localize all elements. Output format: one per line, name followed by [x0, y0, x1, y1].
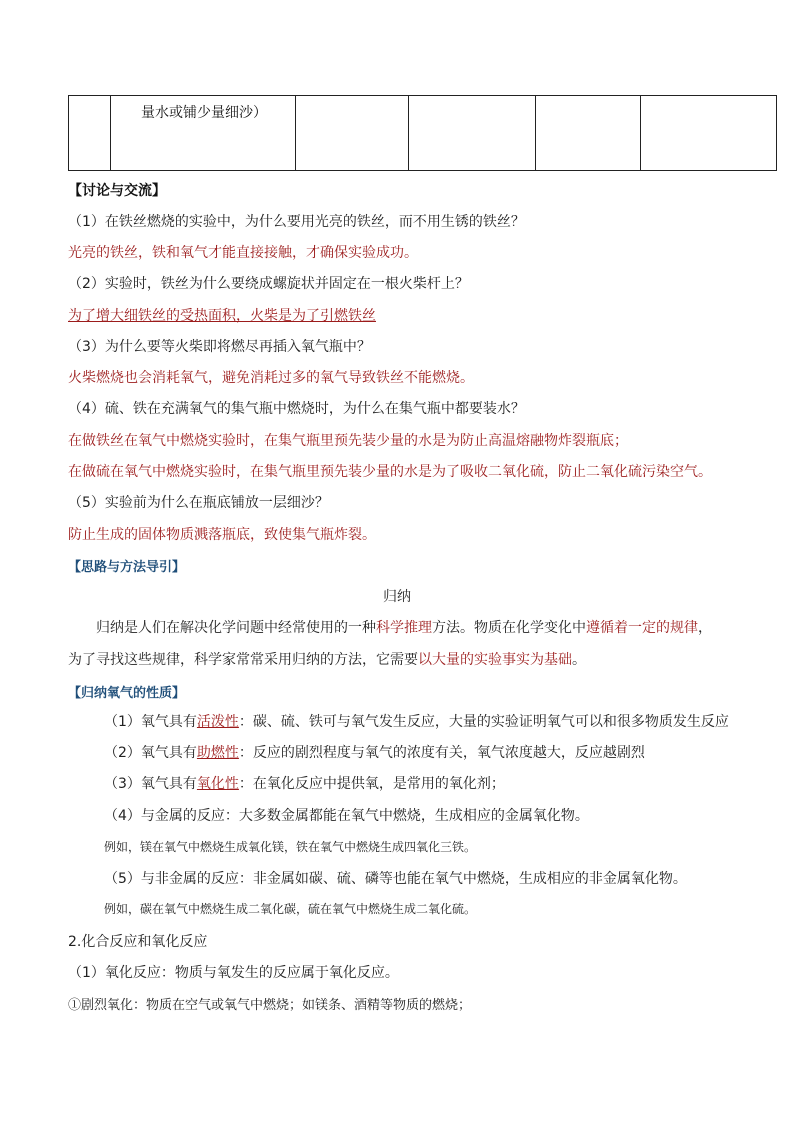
- example-4: 例如，镁在氧气中燃烧生成氧化镁，铁在氧气中燃烧生成四氧化三铁。: [104, 840, 477, 854]
- table-cell: [296, 96, 409, 171]
- highlight-text: 以大量的实验事实为基础: [418, 652, 572, 668]
- answer-3: 火柴燃烧也会消耗氧气，避免消耗过多的氧气导致铁丝不能燃烧。: [68, 370, 474, 386]
- text-run: （2）氧气具有: [104, 745, 197, 761]
- text-run: ：在氧化反应中提供氧，是常用的氧化剂；: [238, 776, 505, 792]
- table-cell: [111, 96, 296, 171]
- text-run: ：反应的剧烈程度与氧气的浓度有关，氧气浓度越大，反应越剧烈: [238, 745, 645, 761]
- oxygen-item-4: （4）与金属的反应：大多数金属都能在氧气中燃烧，生成相应的金属氧化物。: [104, 808, 589, 824]
- oxygen-item-1: [104, 711, 729, 731]
- text-run: （3）氧气具有: [104, 776, 197, 792]
- highlight-text: 遵循着一定的规律: [586, 620, 698, 636]
- oxygen-heading: 【归纳氧气的性质】: [68, 686, 186, 701]
- text-run: 。: [572, 652, 586, 668]
- guide-heading: 【思路与方法导引】: [68, 560, 186, 575]
- key-term: 助燃性: [196, 745, 239, 761]
- key-term: 氧化性: [196, 776, 239, 792]
- question-2: （2）实验时，铁丝为什么要绕成螺旋状并固定在一根火柴杆上？: [68, 276, 469, 292]
- section-2-title: 2.化合反应和氧化反应: [68, 934, 208, 950]
- answer-1: 光亮的铁丝，铁和氧气才能直接接触，才确保实验成功。: [68, 245, 418, 261]
- text-run: ，: [698, 620, 712, 636]
- oxygen-item-3: [104, 773, 505, 793]
- section-2-item-2: ①剧烈氧化：物质在空气或氧气中燃烧；如镁条、酒精等物质的燃烧；: [68, 998, 472, 1013]
- text-run: 为了寻找这些规律，科学家常常采用归纳的方法，它需要: [68, 652, 418, 668]
- question-3: （3）为什么要等火柴即将燃尽再插入氧气瓶中？: [68, 339, 371, 355]
- question-5: （5）实验前为什么在瓶底铺放一层细沙？: [68, 495, 329, 511]
- experiment-table: [68, 95, 777, 171]
- guide-paragraph-line-2: [68, 649, 586, 669]
- highlight-text: 科学推理: [376, 620, 432, 636]
- answer-4a: 在做铁丝在氧气中燃烧实验时，在集气瓶里预先装少量的水是为防止高温熔融物炸裂瓶底；: [68, 433, 628, 449]
- answer-4b: 在做硫在氧气中燃烧实验时，在集气瓶里预先装少量的水是为了吸收二氧化硫，防止二氧化硫污染空气。: [68, 464, 712, 480]
- key-term: 活泼性: [196, 714, 239, 730]
- answer-2: 为了增大细铁丝的受热面积，火柴是为了引燃铁丝: [68, 308, 376, 324]
- text-run: ：碳、硫、铁可与氧气发生反应，大量的实验证明氧气可以和很多物质发生反应: [238, 714, 729, 730]
- question-4: （4）硫、铁在充满氧气的集气瓶中燃烧时，为什么在集气瓶中都要装水？: [68, 401, 525, 417]
- section-2-item-1: （1）氧化反应：物质与氧发生的反应属于氧化反应。: [68, 965, 399, 981]
- table-cell: [641, 96, 777, 171]
- oxygen-item-5: （5）与非金属的反应：非金属如碳、硫、磷等也能在氧气中燃烧，生成相应的非金属氧化物。: [104, 871, 687, 887]
- answer-5: 防止生成的固体物质溅落瓶底，致使集气瓶炸裂。: [68, 527, 376, 543]
- discussion-heading: 【讨论与交流】: [68, 183, 166, 199]
- table-cell: [69, 96, 111, 171]
- text-run: 方法。物质在化学变化中: [432, 620, 586, 636]
- text-run: （1）氧气具有: [104, 714, 197, 730]
- table-cell-text: 量水或铺少量细沙）: [141, 105, 267, 121]
- table-cell: [409, 96, 536, 171]
- text-run: 归纳是人们在解决化学问题中经常使用的一种: [96, 620, 376, 636]
- guide-paragraph-line-1: [96, 617, 712, 637]
- guide-title: 归纳: [383, 589, 411, 605]
- question-1: （1）在铁丝燃烧的实验中，为什么要用光亮的铁丝，而不用生锈的铁丝？: [68, 214, 525, 230]
- oxygen-item-2: [104, 742, 645, 762]
- example-5: 例如，碳在氧气中燃烧生成二氧化碳，硫在氧气中燃烧生成二氧化硫。: [104, 902, 477, 916]
- table-cell: [536, 96, 641, 171]
